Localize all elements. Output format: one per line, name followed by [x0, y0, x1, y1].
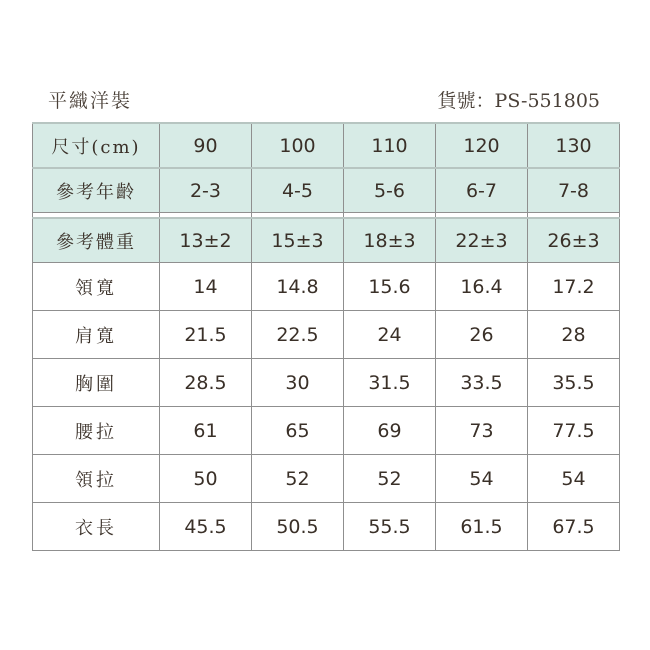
measurement-value: 30 [252, 359, 344, 407]
age-row [33, 168, 620, 213]
measurement-value: 69 [344, 407, 436, 455]
measurement-row [33, 311, 620, 359]
measurement-value: 26 [436, 311, 528, 359]
weight-value: 15±3 [252, 218, 344, 263]
measurement-value: 14 [160, 263, 252, 311]
measurement-value: 33.5 [436, 359, 528, 407]
measurement-row [33, 455, 620, 503]
measurement-value: 16.4 [436, 263, 528, 311]
measurement-value: 45.5 [160, 503, 252, 551]
measurement-value: 22.5 [252, 311, 344, 359]
measurement-label: 衣長 [33, 503, 160, 551]
measurement-value: 52 [344, 455, 436, 503]
weight-value: 18±3 [344, 218, 436, 263]
size-row-label: 尺寸(cm) [33, 123, 160, 168]
measurement-value: 24 [344, 311, 436, 359]
age-value: 6-7 [436, 168, 528, 213]
measurement-value: 67.5 [528, 503, 620, 551]
weight-value: 22±3 [436, 218, 528, 263]
age-row-label: 參考年齡 [33, 168, 160, 213]
size-value: 120 [436, 123, 528, 168]
measurement-row [33, 263, 620, 311]
size-value: 100 [252, 123, 344, 168]
measurement-value: 21.5 [160, 311, 252, 359]
measurement-label: 領寬 [33, 263, 160, 311]
measurement-value: 15.6 [344, 263, 436, 311]
size-value: 110 [344, 123, 436, 168]
age-value: 4-5 [252, 168, 344, 213]
measurement-value: 61 [160, 407, 252, 455]
measurement-value: 54 [528, 455, 620, 503]
measurement-label: 領拉 [33, 455, 160, 503]
weight-value: 26±3 [528, 218, 620, 263]
measurement-value: 28.5 [160, 359, 252, 407]
measurement-value: 73 [436, 407, 528, 455]
measurement-value: 50.5 [252, 503, 344, 551]
measurement-row [33, 359, 620, 407]
weight-value: 13±2 [160, 218, 252, 263]
product-name: 平織洋裝 [48, 90, 133, 112]
measurement-value: 28 [528, 311, 620, 359]
weight-row [33, 218, 620, 263]
item-code: 貨號：PS-551805 [437, 90, 600, 112]
measurement-row [33, 407, 620, 455]
measurement-value: 31.5 [344, 359, 436, 407]
measurement-value: 55.5 [344, 503, 436, 551]
measurement-value: 14.8 [252, 263, 344, 311]
size-value: 90 [160, 123, 252, 168]
age-value: 2-3 [160, 168, 252, 213]
size-chart-table [32, 122, 620, 551]
measurement-value: 77.5 [528, 407, 620, 455]
measurement-label: 肩寬 [33, 311, 160, 359]
measurement-row [33, 503, 620, 551]
measurement-label: 胸圍 [33, 359, 160, 407]
measurement-value: 65 [252, 407, 344, 455]
measurement-value: 52 [252, 455, 344, 503]
size-row [33, 123, 620, 168]
measurement-value: 35.5 [528, 359, 620, 407]
measurement-value: 50 [160, 455, 252, 503]
measurement-value: 17.2 [528, 263, 620, 311]
age-value: 7-8 [528, 168, 620, 213]
measurement-value: 54 [436, 455, 528, 503]
measurement-label: 腰拉 [33, 407, 160, 455]
age-value: 5-6 [344, 168, 436, 213]
weight-row-label: 參考體重 [33, 218, 160, 263]
measurement-value: 61.5 [436, 503, 528, 551]
size-value: 130 [528, 123, 620, 168]
